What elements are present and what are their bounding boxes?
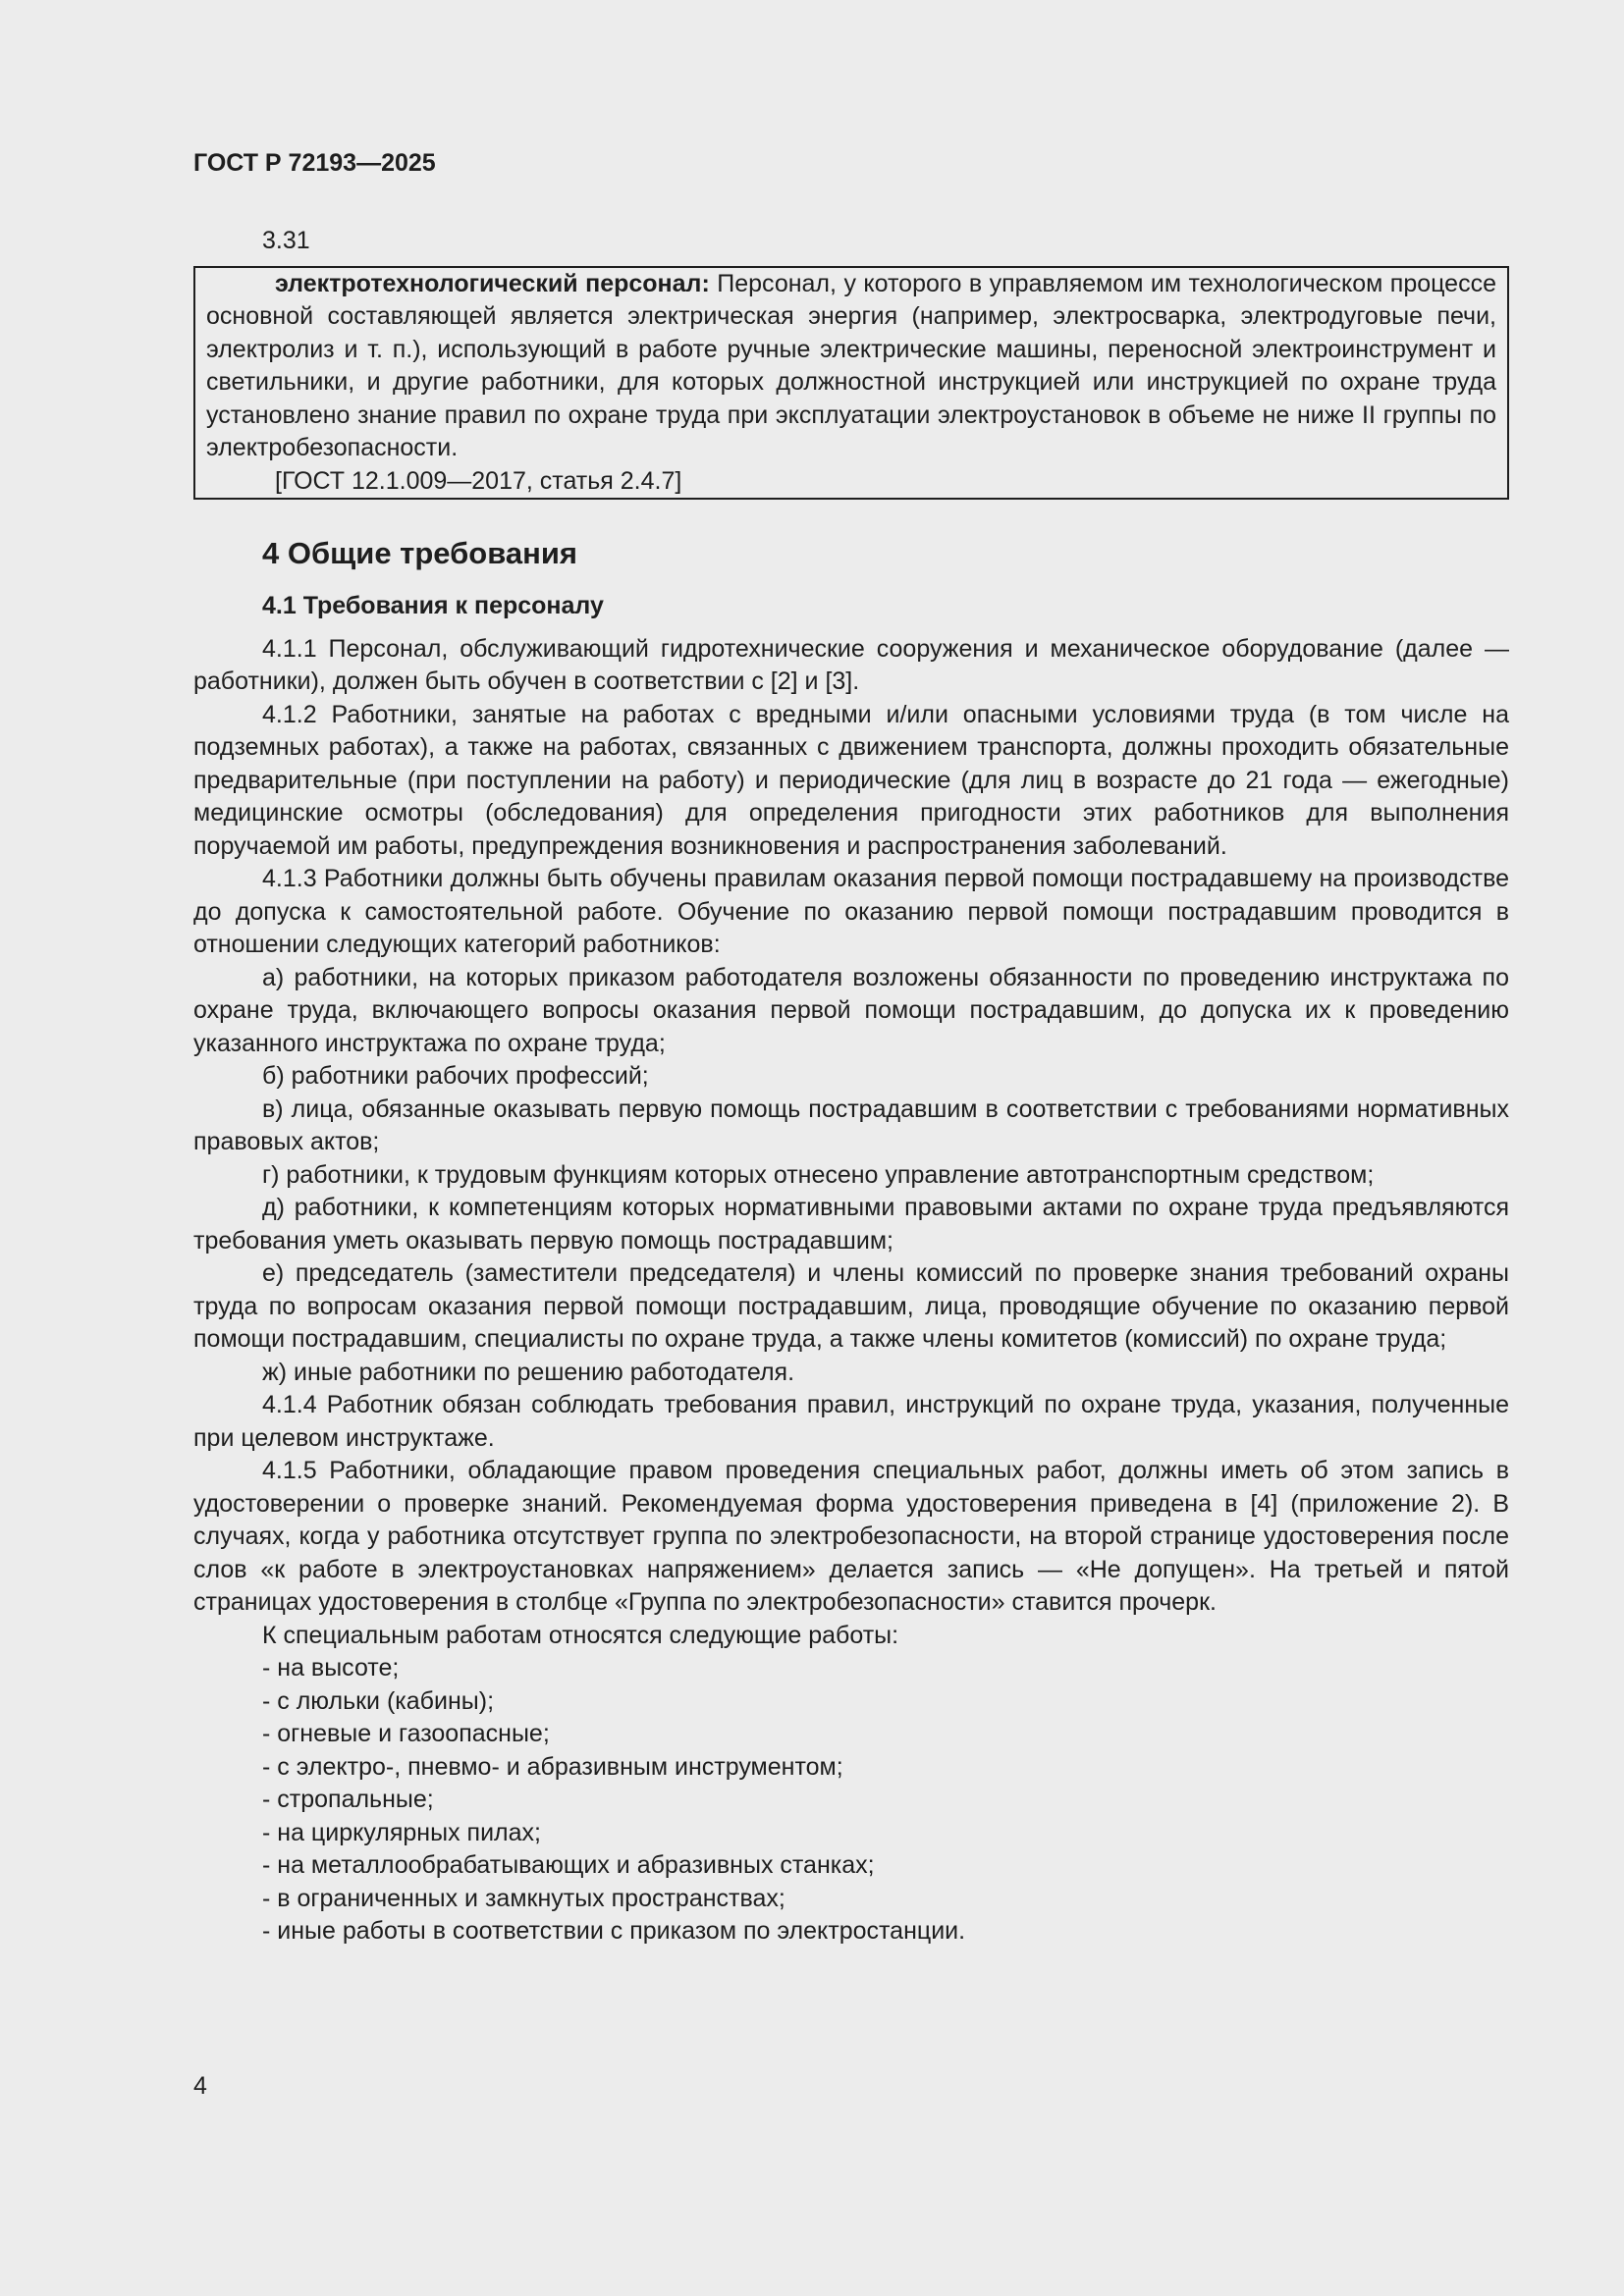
list-item: - с люльки (кабины); [262,1686,495,1715]
list-item: г) работники, к трудовым функциям которых отнесено управление автотранспортным средством; [262,1160,1375,1189]
list-item: е) председатель (заместители председателя) и члены комиссий по проверке знания требований охраны труда по вопросам оказания первой помощи пострадавшим, лица, проводящие обучение по оказанию первой помощи пострадавшим, специалисты по охране труда, а также члены комитетов (комиссий) по охране труда; [193,1259,1509,1353]
special-works-intro: К специальным работам относятся следующие работы: [262,1621,899,1649]
list-item: - стропальные; [262,1786,434,1813]
list-item: - иные работы в соответствии с приказом по электростанции. [262,1917,966,1945]
paragraph-4-1-3: 4.1.3 Работники должны быть обучены правилам оказания первой помощи пострадавшему на производстве до допуска к самостоятельной работе. Обучение по оказанию первой помощи пострадавшим проводится в отношении следующих категорий работников: [193,865,1509,958]
list-item: - в ограниченных и замкнутых пространствах; [262,1884,785,1912]
list-item: ж) иные работники по решению работодателя. [262,1358,795,1386]
subsection-4-1-title: 4.1 Требования к персоналу [262,592,604,619]
section-4-title: 4 Общие требования [262,536,577,570]
list-item: б) работники рабочих профессий; [262,1062,649,1090]
page-number: 4 [193,2072,207,2100]
page-content [193,225,1509,1949]
list-item: - на металлообрабатывающих и абразивных станках; [262,1851,875,1879]
paragraph-4-1-4: 4.1.4 Работник обязан соблюдать требования правил, инструкций по охране труда, указания, полученные при целевом инструктаже. [193,1391,1509,1452]
term-name: электротехнологический персонал: [275,269,710,297]
list-item: в) лица, обязанные оказывать первую помощь пострадавшим в соответствии с требованиями нормативных правовых актов; [193,1095,1509,1155]
list-item: - на высоте; [262,1654,400,1682]
paragraph-4-1-1: 4.1.1 Персонал, обслуживающий гидротехнические сооружения и механическое оборудование (далее — работники), должен быть обучен в соответствии с [2] и [3]. [193,634,1509,695]
term-definition [206,268,1496,465]
term-definition-box [193,266,1509,501]
list-item: а) работники, на которых приказом работодателя возложены обязанности по проведению инструктажа по охране труда, включающего вопросы оказания первой помощи пострадавшим, до допуска их к проведению указанного инструктажа по охране труда; [193,963,1509,1057]
term-definition-text: Персонал, у которого в управляемом им технологическом процессе основной составляющей является электрическая энергия (например, электросварка, электродуговые печи, электролиз и т. п.), использующий в работе ручные электрические машины, переносной электроинструмент и светильники, и другие работники, для которых должностной инструкцией или инструкцией по охране труда установлено знание правил по охране труда при эксплуатации электроустановок в объеме не ниже II группы по электробезопасности. [206,269,1496,461]
document-header: ГОСТ Р 72193—2025 [193,149,436,177]
list-item: - с электро-, пневмо- и абразивным инструментом; [262,1752,843,1781]
term-number: 3.31 [262,227,310,254]
list-item: д) работники, к компетенциям которых нормативными правовыми актами по охране труда предъявляются требования уметь оказывать первую помощь пострадавшим; [193,1194,1509,1255]
paragraph-4-1-2: 4.1.2 Работники, занятые на работах с вредными и/или опасными условиями труда (в том числе на подземных работах), а также на работах, связанных с движением транспорта, должны проходить обязательные предварительные (при поступлении на работу) и периодические (для лиц в возрасте до 21 года — ежегодные) медицинские осмотры (обследования) для определения пригодности этих работников для выполнения поручаемой им работы, предупреждения возникновения и распространения заболеваний. [193,700,1509,860]
list-item: - на циркулярных пилах; [262,1818,541,1846]
list-item: - огневые и газоопасные; [262,1720,550,1747]
term-source: [ГОСТ 12.1.009—2017, статья 2.4.7] [275,466,682,495]
paragraph-4-1-5: 4.1.5 Работники, обладающие правом проведения специальных работ, должны иметь об этом запись в удостоверении о проверке знаний. Рекомендуемая форма удостоверения приведена в [4] (приложение 2). В случаях, когда у работника отсутствует группа по электробезопасности, на второй странице удостоверения после слов «к работе в электроустановках напряжением» делается запись — «Не допущен». На третьей и пятой страницах удостоверения в столбце «Группа по электробезопасности» ставится прочерк. [193,1457,1509,1616]
special-works-list [262,1652,1509,1949]
